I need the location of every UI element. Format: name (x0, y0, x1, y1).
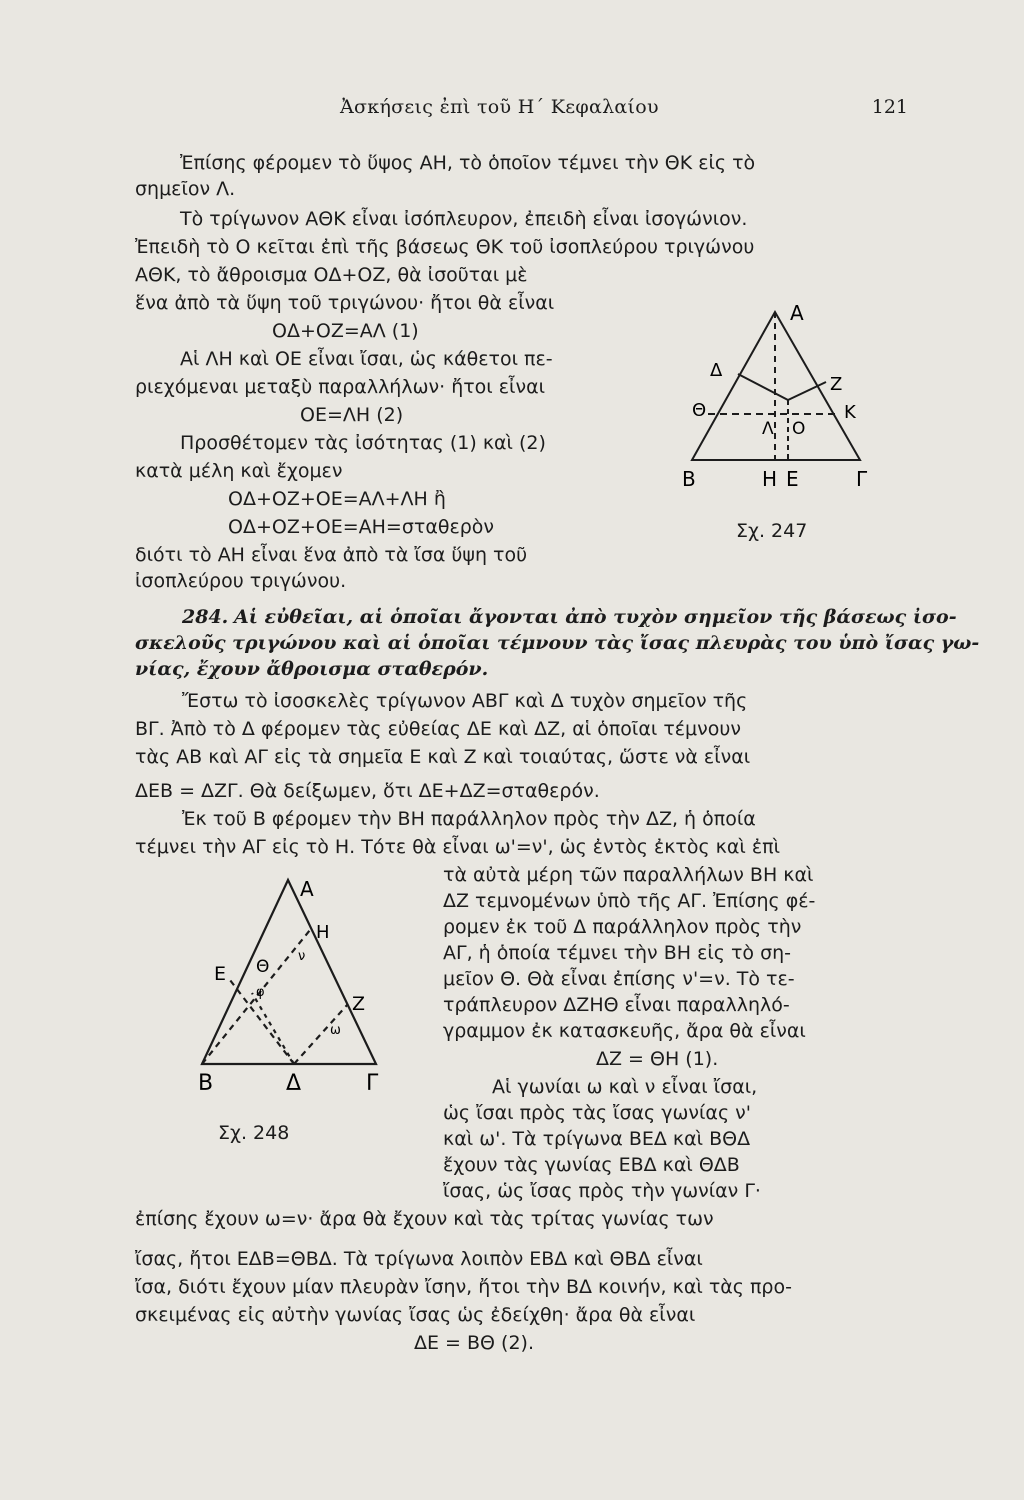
equation-de-bth: ΔΕ = ΒΘ (2). (414, 1332, 534, 1354)
text-line: ΒΓ. Ἀπὸ τὸ Δ φέρομεν τὰς εὐθείας ΔΕ καὶ ΔΖ, αἱ ὁποῖαι τέμνουν (135, 718, 741, 740)
page-number: 121 (871, 96, 908, 118)
exercise-statement-line: νίας, ἔχουν ἄθροισμα σταθερόν. (135, 658, 489, 680)
text-line: Προσθέτομεν τὰς ἰσότητας (1) καὶ (2) (180, 432, 546, 454)
label-b: Β (198, 1071, 214, 1096)
text-line: κατὰ μέλη καὶ ἔχομεν (135, 460, 343, 482)
text-line: ἰσοπλεύρου τριγώνου. (135, 570, 347, 592)
exercise-statement-line: Αἱ εὐθεῖαι, αἱ ὁποῖαι ἄγονται ἀπὸ τυχὸν σημεῖον τῆς βάσεως ἰσο- (234, 606, 957, 628)
text-line: ἴσα, διότι ἔχουν μίαν πλευρὰν ἴσην, ἤτοι τὴν ΒΔ κοινήν, καὶ τὰς προ- (135, 1276, 792, 1298)
text-line: ἴσας, ὡς ἴσας πρὸς τὴν γωνίαν Γ· (443, 1180, 761, 1202)
text-line: τὰς ΑΒ καὶ ΑΓ εἰς τὰ σημεῖα Ε καὶ Ζ καὶ τοιαύτας, ὥστε νὰ εἶναι (135, 746, 751, 768)
figure-247-caption: Σχ. 247 (736, 520, 808, 542)
label-e: Ε (786, 467, 799, 491)
text-line: ΑΓ, ἡ ὁποία τέμνει τὴν ΒΗ εἰς τὸ ση- (443, 942, 792, 964)
text-line: ὡς ἴσαι πρὸς τὰς ἴσας γωνίας ν' (443, 1102, 751, 1124)
figure-248-caption: Σχ. 248 (218, 1122, 290, 1144)
text-line: Ἐπειδὴ τὸ Ο κεῖται ἐπὶ τῆς βάσεως ΘΚ τοῦ ἰσοπλεύρου τριγώνου (135, 236, 755, 258)
label-b: Β (682, 467, 696, 491)
label-h: Η (316, 922, 330, 943)
text-line: ΔΖ τεμνομένων ὑπὸ τῆς ΑΓ. Ἐπίσης φέ- (443, 890, 816, 912)
triangle-abg (202, 880, 376, 1064)
equation-angles: ΔΕΒ = ΔΖΓ. Θὰ δείξωμεν, ὅτι ΔΕ+ΔΖ=σταθερόν. (135, 780, 600, 802)
equation-2: ΟΕ=ΛΗ (2) (300, 404, 404, 426)
text-line: ΑΘΚ, τὸ ἄθροισμα ΟΔ+ΟΖ, θὰ ἰσοῦται μὲ (135, 264, 528, 286)
text-line: ἴσας, ἤτοι ΕΔΒ=ΘΒΔ. Τὰ τρίγωνα λοιπὸν ΕΒΔ καὶ ΘΒΔ εἶναι (135, 1248, 703, 1270)
text-line: καὶ ω'. Τὰ τρίγωνα ΒΕΔ καὶ ΒΘΔ (443, 1128, 751, 1150)
segment-dth (252, 993, 294, 1064)
equation-dz-th: ΔΖ = ΘΗ (1). (596, 1048, 719, 1070)
text-line: διότι τὸ ΑΗ εἶναι ἕνα ἀπὸ τὰ ἴσα ὕψη τοῦ (135, 544, 528, 566)
segment-od (738, 374, 788, 400)
text-line: Ἔστω τὸ ἰσοσκελὲς τρίγωνον ΑΒΓ καὶ Δ τυχὸν σημεῖον τῆς (182, 690, 748, 712)
text-line: γραμμον ἐκ κατασκευῆς, ἄρα θὰ εἶναι (443, 1020, 806, 1042)
figure-248-svg (190, 868, 390, 1098)
text-line: Ἐπίσης φέρομεν τὸ ὕψος ΑΗ, τὸ ὁποῖον τέμνει τὴν ΘΚ εἰς τὸ (180, 152, 756, 174)
label-d: Δ (286, 1071, 302, 1096)
text-line: μεῖον Θ. Θὰ εἶναι ἐπίσης ν'=ν. Τὸ τε- (443, 968, 795, 990)
label-d: Δ (710, 360, 723, 381)
label-k: Κ (844, 402, 856, 423)
page-header-title: Ἀσκήσεις ἐπὶ τοῦ Η΄ Κεφαλαίου (340, 96, 659, 118)
label-z: Ζ (830, 374, 843, 395)
label-h: Η (762, 467, 778, 491)
label-th: Θ (692, 400, 707, 421)
figure-248 (190, 868, 390, 1098)
text-line: Αἱ ΛΗ καὶ ΟΕ εἶναι ἴσαι, ὡς κάθετοι πε- (180, 348, 553, 370)
text-line: τράπλευρον ΔΖΗΘ εἶναι παραλληλό- (443, 994, 790, 1016)
label-g: Γ (856, 467, 868, 491)
exercise-statement-line: σκελοῦς τριγώνου καὶ αἱ ὁποῖαι τέμνουν τὰς ἴσας πλευρὰς του ὑπὸ ἴσας γω- (135, 632, 980, 654)
text-line: τέμνει τὴν ΑΓ εἰς τὸ Η. Τότε θὰ εἶναι ω'=ν', ὡς ἐντὸς ἐκτὸς καὶ ἐπὶ (135, 836, 780, 858)
equation-1: ΟΔ+ΟΖ=ΑΛ (1) (272, 320, 419, 342)
exercise-number: 284. (182, 606, 229, 628)
text-line: Ἐκ τοῦ Β φέρομεν τὴν ΒΗ παράλληλον πρὸς τὴν ΔΖ, ἡ ὁποία (182, 808, 756, 830)
text-line: Αἱ γωνίαι ω καὶ ν εἶναι ἴσαι, (492, 1076, 758, 1098)
label-a: Α (790, 301, 804, 325)
equation-sum: ΟΔ+ΟΖ+ΟΕ=ΑΛ+ΛΗ ἢ (228, 488, 446, 510)
label-phi: φ (256, 985, 265, 1000)
label-v: ν (298, 949, 306, 964)
figure-247-svg (680, 300, 890, 500)
text-line: ἕνα ἀπὸ τὰ ὕψη τοῦ τριγώνου· ἤτοι θὰ εἶναι (135, 292, 555, 314)
label-o: Ο (792, 419, 806, 439)
label-l: Λ (762, 419, 774, 439)
text-line: σκειμένας εἰς αὐτὴν γωνίας ἴσας ὡς ἐδείχθη· ἄρα θὰ εἶναι (135, 1304, 696, 1326)
text-line: σημεῖον Λ. (135, 178, 236, 200)
label-th: Θ (256, 957, 270, 977)
label-g: Γ (366, 1071, 379, 1096)
text-line: Τὸ τρίγωνον ΑΘΚ εἶναι ἰσόπλευρον, ἐπειδὴ εἶναι ἰσογώνιον. (180, 208, 748, 230)
text-line: ρομεν ἐκ τοῦ Δ παράλληλον πρὸς τὴν (443, 916, 802, 938)
label-e: Ε (214, 963, 227, 985)
figure-247 (680, 300, 890, 500)
label-omega: ω (330, 1023, 341, 1038)
text-line: ριεχόμεναι μεταξὺ παραλλήλων· ἤτοι εἶναι (135, 376, 546, 398)
label-a: Α (300, 877, 314, 901)
text-line: ἔχουν τὰς γωνίας ΕΒΔ καὶ ΘΔΒ (443, 1154, 740, 1176)
text-line: ἐπίσης ἔχουν ω=ν· ἄρα θὰ ἔχουν καὶ τὰς τρίτας γωνίας των (135, 1208, 714, 1230)
label-z: Ζ (352, 993, 366, 1015)
equation-constant: ΟΔ+ΟΖ+ΟΕ=ΑΗ=σταθερὸν (228, 516, 495, 538)
text-line: τὰ αὐτὰ μέρη τῶν παραλλήλων ΒΗ καὶ (443, 864, 814, 886)
